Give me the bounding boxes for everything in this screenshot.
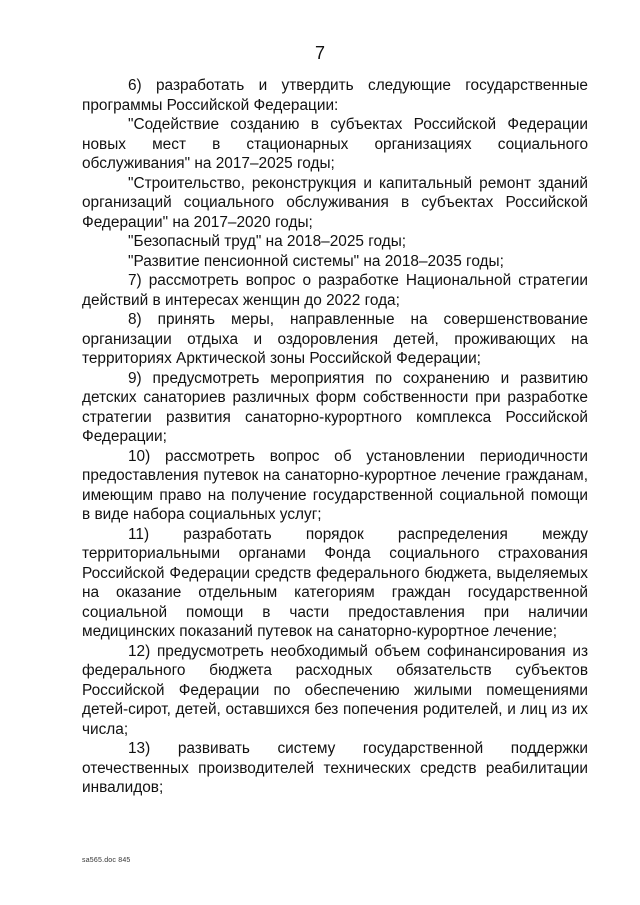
paragraph-item-7: 7) рассмотреть вопрос о разработке Национальной стратегии действий в интересах женщин до 2022 года; — [82, 272, 588, 309]
page-number: 7 — [314, 43, 325, 63]
paragraph-program-pension: "Развитие пенсионной системы" на 2018–2035 годы; — [128, 252, 504, 270]
paragraph-item-9: 9) предусмотреть мероприятия по сохранению и развитию детских санаториев различных форм собственности при разработке стратегии развития санаторно-курортного комплекса Российской Федерации; — [82, 369, 588, 445]
paragraph-item-13: 13) развивать систему государственной поддержки отечественных производителей технических средств реабилитации инвалидов; — [82, 740, 588, 796]
paragraph-program-social-service-places: "Содействие созданию в субъектах Российской Федерации новых мест в стационарных организациях социального обслуживания" на 2017–2025 годы; — [82, 116, 588, 172]
document-body — [82, 76, 588, 798]
paragraph-program-safe-labor: "Безопасный труд" на 2018–2025 годы; — [128, 233, 407, 250]
paragraph-item-12: 12) предусмотреть необходимый объем софинансирования из федерального бюджета расходных обязательств субъектов Российской Федерации по обеспечению жилыми помещениями детей-сирот, детей, оставшихся без попечения родителей, и лиц из их числа; — [82, 642, 588, 738]
paragraph-item-10: 10) рассмотреть вопрос об установлении периодичности предоставления путевок на санаторно-курортное лечение гражданам, имеющим право на получение государственной социальной помощи в виде набора социальных услуг; — [82, 447, 588, 523]
paragraph-item-11: 11) разработать порядок распределения между территориальными органами Фонда социального страхования Российской Федерации средств федерального бюджета, выделяемых на оказание отдельным категориям граждан государственной социальной помощи в части предоставления при наличии медицинских показаний путевок на санаторно-курортное лечение; — [82, 525, 588, 640]
paragraph-item-6: 6) разработать и утвердить следующие государственные программы Российской Федерации: — [82, 77, 588, 114]
paragraph-program-construction: "Строительство, реконструкция и капитальный ремонт зданий организаций социального обслуживания в субъектах Российской Федерации" на 2017–2020 годы; — [82, 174, 588, 231]
paragraph-item-8: 8) принять меры, направленные на совершенствование организации отдыха и оздоровления детей, проживающих на территориях Арктической зоны Российской Федерации; — [82, 311, 588, 367]
footer-file-code: sa565.doc 845 — [82, 857, 131, 864]
